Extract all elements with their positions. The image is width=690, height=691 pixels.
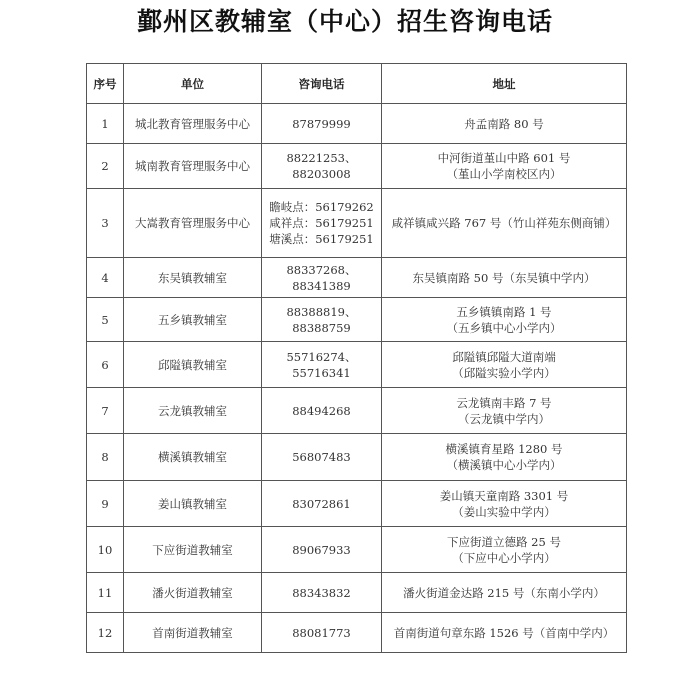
cell-phone-line: 88494268 <box>292 403 351 418</box>
cell-address <box>382 258 627 298</box>
cell-address <box>382 144 627 189</box>
cell-address-line: （堇山小学南校区内） <box>446 167 562 181</box>
cell-unit: 邱隘镇教辅室 <box>124 342 262 388</box>
table-row <box>87 573 627 613</box>
cell-phone-line: 咸祥点：56179251 <box>269 216 374 230</box>
cell-address-line: 舟孟南路 80 号 <box>464 116 544 131</box>
header-address: 地址 <box>382 64 627 104</box>
cell-address-line: （邱隘实验小学内） <box>452 365 556 380</box>
table-header-row <box>87 64 627 104</box>
cell-no: 5 <box>87 298 124 342</box>
table-row <box>87 388 627 434</box>
cell-phone-line: 89067933 <box>292 542 351 557</box>
cell-no: 4 <box>87 258 124 298</box>
cell-address-line: 下应街道立德路 25 号 <box>447 534 561 549</box>
cell-unit: 云龙镇教辅室 <box>124 388 262 434</box>
cell-no: 8 <box>87 434 124 481</box>
cell-address-line: 中河街道堇山中路 601 号 <box>437 151 571 165</box>
cell-address-line: （姜山实验中学内） <box>452 504 556 519</box>
cell-phone <box>262 144 382 189</box>
cell-phone <box>262 189 382 258</box>
table-row <box>87 258 627 298</box>
cell-address <box>382 388 627 434</box>
cell-unit: 城南教育管理服务中心 <box>124 144 262 189</box>
cell-address-line: 五乡镇镇南路 1 号 <box>456 304 552 319</box>
cell-unit: 下应街道教辅室 <box>124 527 262 573</box>
cell-no: 6 <box>87 342 124 388</box>
cell-address-line: 邱隘镇邱隘大道南端 <box>452 349 556 364</box>
cell-address <box>382 434 627 481</box>
cell-address <box>382 573 627 613</box>
table-row <box>87 527 627 573</box>
cell-phone <box>262 434 382 481</box>
cell-no: 1 <box>87 104 124 144</box>
cell-phone <box>262 298 382 342</box>
cell-address-line: （下应中心小学内） <box>452 550 556 565</box>
header-no: 序号 <box>87 64 124 104</box>
table-row <box>87 104 627 144</box>
table-row <box>87 298 627 342</box>
cell-no: 2 <box>87 144 124 189</box>
cell-phone <box>262 613 382 653</box>
cell-no: 11 <box>87 573 124 613</box>
table-row <box>87 481 627 527</box>
document-title: 鄞州区教辅室（中心）招生咨询电话 <box>136 7 553 36</box>
cell-unit: 大嵩教育管理服务中心 <box>124 189 262 258</box>
cell-no: 7 <box>87 388 124 434</box>
cell-unit: 五乡镇教辅室 <box>124 298 262 342</box>
cell-phone-line: 88221253、88203008 <box>286 151 357 181</box>
cell-phone-line: 87879999 <box>292 116 351 131</box>
cell-address-line: （云龙镇中学内） <box>458 411 550 426</box>
cell-phone-line: 55716274、55716341 <box>286 349 357 380</box>
cell-address <box>382 189 627 258</box>
cell-no: 10 <box>87 527 124 573</box>
cell-unit: 横溪镇教辅室 <box>124 434 262 481</box>
cell-phone-line: 88337268、88341389 <box>286 262 357 293</box>
cell-address <box>382 613 627 653</box>
cell-unit: 姜山镇教辅室 <box>124 481 262 527</box>
cell-unit: 城北教育管理服务中心 <box>124 104 262 144</box>
cell-phone-line: 88081773 <box>292 625 351 640</box>
cell-address <box>382 298 627 342</box>
table-row <box>87 144 627 189</box>
cell-phone-line: 88388819、88388759 <box>286 304 357 335</box>
cell-unit: 潘火街道教辅室 <box>124 573 262 613</box>
table-row <box>87 434 627 481</box>
cell-phone <box>262 388 382 434</box>
cell-address-line: 咸祥镇咸兴路 767 号（竹山祥苑东侧商铺） <box>391 216 617 230</box>
header-unit: 单位 <box>124 64 262 104</box>
cell-phone-line: 83072861 <box>292 496 351 511</box>
cell-phone-line: 56807483 <box>292 450 351 464</box>
cell-phone <box>262 258 382 298</box>
cell-phone-line: 塘溪点：56179251 <box>269 232 374 246</box>
cell-no: 9 <box>87 481 124 527</box>
cell-no: 12 <box>87 613 124 653</box>
table-row <box>87 613 627 653</box>
cell-address-line: 潘火街道金达路 215 号（东南小学内） <box>403 585 605 600</box>
cell-phone <box>262 527 382 573</box>
cell-phone <box>262 104 382 144</box>
header-phone: 咨询电话 <box>262 64 382 104</box>
contact-table <box>86 63 627 653</box>
cell-address <box>382 481 627 527</box>
cell-address-line: 姜山镇天童南路 3301 号 <box>439 488 569 503</box>
cell-address-line: 东吴镇南路 50 号（东吴镇中学内） <box>412 270 596 285</box>
cell-address-line: （横溪镇中心小学内） <box>446 458 562 472</box>
cell-address <box>382 104 627 144</box>
table-row <box>87 189 627 258</box>
cell-address-line: 首南街道句章东路 1526 号（首南中学内） <box>393 625 615 640</box>
cell-phone <box>262 481 382 527</box>
cell-address-line: 横溪镇育星路 1280 号 <box>445 442 563 456</box>
cell-phone-line: 88343832 <box>292 585 351 600</box>
cell-unit: 东吴镇教辅室 <box>124 258 262 298</box>
cell-unit: 首南街道教辅室 <box>124 613 262 653</box>
cell-address-line: 云龙镇南丰路 7 号 <box>456 395 552 410</box>
cell-address <box>382 342 627 388</box>
cell-phone <box>262 573 382 613</box>
cell-phone-line: 瞻岐点：56179262 <box>269 200 374 214</box>
table-row <box>87 342 627 388</box>
cell-no: 3 <box>87 189 124 258</box>
cell-phone <box>262 342 382 388</box>
cell-address <box>382 527 627 573</box>
cell-address-line: （五乡镇中心小学内） <box>446 320 562 335</box>
